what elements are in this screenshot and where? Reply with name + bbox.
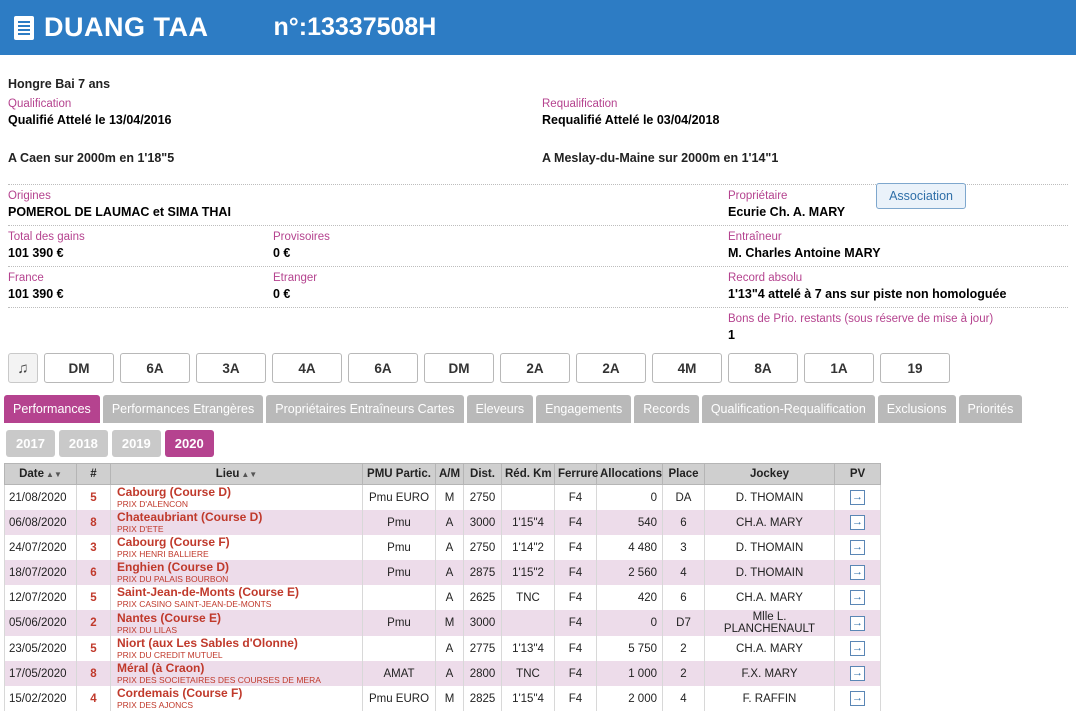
proprietaire-value: Ecurie Ch. A. MARY — [728, 204, 1068, 220]
music-item-11[interactable]: 19 — [880, 353, 950, 383]
pv-arrow-icon[interactable]: → — [850, 590, 865, 605]
qualification-detail: A Caen sur 2000m en 1'18"5 — [8, 150, 528, 166]
music-item-10[interactable]: 1A — [804, 353, 874, 383]
breed-age: Hongre Bai 7 ans — [8, 77, 1068, 91]
race-prix: PRIX DU LILAS — [117, 625, 359, 635]
cell-num: 3 — [77, 535, 111, 560]
year-2017[interactable]: 2017 — [6, 430, 55, 457]
requalification-detail: A Meslay-du-Maine sur 2000m en 1'14"1 — [542, 150, 1068, 166]
year-filter-bar — [0, 423, 1076, 463]
tab-priorites[interactable]: Priorités — [959, 395, 1023, 423]
music-item-6[interactable]: 2A — [500, 353, 570, 383]
cell-place: DA — [663, 485, 705, 511]
race-name: Enghien (Course D) — [117, 561, 359, 574]
cell-date: 06/08/2020 — [5, 510, 77, 535]
race-name: Niort (aux Les Sables d'Olonne) — [117, 637, 359, 650]
record-absolu-value: 1'13"4 attelé à 7 ans sur piste non homologuée — [728, 286, 1068, 302]
divider — [8, 225, 1068, 226]
cell-lieu[interactable] — [111, 636, 363, 661]
cell-place: 6 — [663, 585, 705, 610]
cell-place: 3 — [663, 535, 705, 560]
tab-engagements[interactable]: Engagements — [536, 395, 631, 423]
horse-info-panel — [0, 55, 1076, 343]
cell-alloc: 540 — [597, 510, 663, 535]
cell-jockey: CH.A. MARY — [705, 510, 835, 535]
race-name: Saint-Jean-de-Monts (Course E) — [117, 586, 359, 599]
cell-lieu[interactable] — [111, 585, 363, 610]
cell-alloc: 0 — [597, 485, 663, 511]
col-pv[interactable]: PV — [835, 464, 881, 485]
qualification-detail-row — [8, 150, 1068, 166]
cell-red: 1'15"4 — [502, 686, 555, 711]
cell-dist: 3000 — [464, 510, 502, 535]
col-place[interactable]: Place — [663, 464, 705, 485]
cell-jockey: D. THOMAIN — [705, 560, 835, 585]
sort-icon: ▲▼ — [46, 470, 62, 479]
cell-dist: 2875 — [464, 560, 502, 585]
cell-lieu[interactable] — [111, 485, 363, 511]
cell-jockey: CH.A. MARY — [705, 636, 835, 661]
music-item-1[interactable]: 6A — [120, 353, 190, 383]
bons-prio-value: 1 — [728, 327, 1068, 343]
cell-red: TNC — [502, 585, 555, 610]
cell-am: M — [436, 686, 464, 711]
cell-dist: 2750 — [464, 485, 502, 511]
cell-jockey: F.X. MARY — [705, 661, 835, 686]
tab-bar — [0, 389, 1076, 423]
table-row[interactable] — [5, 585, 881, 610]
cell-ferrure: F4 — [555, 686, 597, 711]
cell-pv[interactable] — [835, 585, 881, 610]
cell-pmu: Pmu — [363, 610, 436, 636]
tab-performances[interactable]: Performances — [4, 395, 100, 423]
race-name: Cabourg (Course D) — [117, 486, 359, 499]
table-row[interactable] — [5, 485, 881, 511]
table-row[interactable] — [5, 535, 881, 560]
col-dist[interactable]: Dist. — [464, 464, 502, 485]
entraineur-value: M. Charles Antoine MARY — [728, 245, 1068, 261]
cell-alloc: 1 000 — [597, 661, 663, 686]
col-allocations[interactable]: Allocations — [597, 464, 663, 485]
cell-jockey: Mlle L. PLANCHENAULT — [705, 610, 835, 636]
col-jockey[interactable]: Jockey — [705, 464, 835, 485]
cell-pmu: Pmu — [363, 510, 436, 535]
tab-exclusions[interactable]: Exclusions — [878, 395, 956, 423]
table-row[interactable] — [5, 686, 881, 711]
horse-number: n°:13337508H — [273, 13, 436, 42]
race-name: Cabourg (Course F) — [117, 536, 359, 549]
pv-arrow-icon[interactable]: → — [850, 540, 865, 555]
qualification-row — [8, 97, 1068, 128]
cell-ferrure: F4 — [555, 560, 597, 585]
cell-date: 18/07/2020 — [5, 560, 77, 585]
col-date-label: Date — [19, 468, 44, 480]
cell-dist: 2750 — [464, 535, 502, 560]
origines-proprietaire-row — [8, 189, 1068, 220]
music-item-2[interactable]: 3A — [196, 353, 266, 383]
pv-arrow-icon[interactable]: → — [850, 490, 865, 505]
tab-performances-etrangeres[interactable]: Performances Etrangères — [103, 395, 263, 423]
cell-lieu[interactable] — [111, 686, 363, 711]
cell-ferrure: F4 — [555, 510, 597, 535]
cell-pmu: Pmu — [363, 535, 436, 560]
france-label: France — [8, 271, 273, 286]
cell-dist: 2775 — [464, 636, 502, 661]
race-prix: PRIX DU CREDIT MUTUEL — [117, 650, 359, 660]
cell-pv[interactable] — [835, 560, 881, 585]
cell-place: 4 — [663, 560, 705, 585]
col-lieu-label: Lieu — [216, 468, 240, 480]
cell-pv[interactable] — [835, 636, 881, 661]
etranger-label: Etranger — [273, 271, 538, 286]
qualification-label: Qualification — [8, 97, 528, 112]
requalification-label: Requalification — [542, 97, 1068, 112]
cell-red: 1'13"4 — [502, 636, 555, 661]
cell-place: D7 — [663, 610, 705, 636]
france-record-row — [8, 271, 1068, 302]
cell-num: 4 — [77, 686, 111, 711]
race-name: Méral (à Craon) — [117, 662, 359, 675]
requalification-value: Requalifié Attelé le 03/04/2018 — [542, 112, 1068, 128]
cell-am: A — [436, 535, 464, 560]
bons-prio-row — [8, 312, 1068, 343]
col-lieu[interactable] — [111, 464, 363, 485]
cell-am: M — [436, 610, 464, 636]
divider — [8, 307, 1068, 308]
divider — [8, 266, 1068, 267]
cell-alloc: 2 000 — [597, 686, 663, 711]
cell-dist: 2625 — [464, 585, 502, 610]
table-row[interactable] — [5, 510, 881, 535]
cell-lieu[interactable] — [111, 510, 363, 535]
cell-pmu: Pmu EURO — [363, 485, 436, 511]
cell-pv[interactable] — [835, 686, 881, 711]
col-date[interactable] — [5, 464, 77, 485]
cell-place: 4 — [663, 686, 705, 711]
cell-pmu: AMAT — [363, 661, 436, 686]
cell-date: 23/05/2020 — [5, 636, 77, 661]
cell-alloc: 0 — [597, 610, 663, 636]
cell-am: M — [436, 485, 464, 511]
cell-pmu: Pmu EURO — [363, 686, 436, 711]
music-item-9[interactable]: 8A — [728, 353, 798, 383]
cell-lieu[interactable] — [111, 535, 363, 560]
cell-pv[interactable] — [835, 661, 881, 686]
cell-red: TNC — [502, 661, 555, 686]
cell-dist: 2825 — [464, 686, 502, 711]
cell-red: 1'15"2 — [502, 560, 555, 585]
table-row[interactable] — [5, 560, 881, 585]
col-num[interactable]: # — [77, 464, 111, 485]
cell-alloc: 5 750 — [597, 636, 663, 661]
table-body — [5, 485, 881, 711]
race-name: Chateaubriant (Course D) — [117, 511, 359, 524]
cell-ferrure: F4 — [555, 535, 597, 560]
cell-pv[interactable] — [835, 510, 881, 535]
origines-label: Origines — [8, 189, 528, 204]
cell-pmu — [363, 636, 436, 661]
pv-arrow-icon[interactable]: → — [850, 666, 865, 681]
sort-icon: ▲▼ — [241, 470, 257, 479]
pv-arrow-icon[interactable]: → — [850, 641, 865, 656]
cell-date: 05/06/2020 — [5, 610, 77, 636]
tab-records[interactable]: Records — [634, 395, 699, 423]
cell-date: 21/08/2020 — [5, 485, 77, 511]
cell-pmu — [363, 585, 436, 610]
tab-eleveurs[interactable]: Eleveurs — [467, 395, 534, 423]
col-red-km[interactable]: Réd. Km — [502, 464, 555, 485]
cell-ferrure: F4 — [555, 585, 597, 610]
page-header — [0, 0, 1076, 55]
bons-prio-label: Bons de Prio. restants (sous réserve de mise à jour) — [728, 312, 1068, 327]
cell-pv[interactable] — [835, 610, 881, 636]
pv-arrow-icon[interactable]: → — [850, 691, 865, 706]
pv-arrow-icon[interactable]: → — [850, 515, 865, 530]
page-title: DUANG TAA — [44, 12, 208, 43]
music-item-0[interactable]: DM — [44, 353, 114, 383]
cell-am: A — [436, 585, 464, 610]
col-ferrure[interactable]: Ferrure — [555, 464, 597, 485]
race-prix: PRIX D'ALENCON — [117, 499, 359, 509]
pv-arrow-icon[interactable]: → — [850, 565, 865, 580]
cell-date: 15/02/2020 — [5, 686, 77, 711]
cell-jockey: F. RAFFIN — [705, 686, 835, 711]
tab-qualification-requalification[interactable]: Qualification-Requalification — [702, 395, 875, 423]
cell-am: A — [436, 636, 464, 661]
cell-lieu[interactable] — [111, 610, 363, 636]
music-item-4[interactable]: 6A — [348, 353, 418, 383]
cell-place: 2 — [663, 661, 705, 686]
provisoires-value: 0 € — [273, 245, 538, 261]
association-button[interactable]: Association — [876, 183, 966, 209]
cell-jockey: CH.A. MARY — [705, 585, 835, 610]
table-row[interactable] — [5, 610, 881, 636]
cell-num: 8 — [77, 661, 111, 686]
cell-red — [502, 610, 555, 636]
cell-dist: 2800 — [464, 661, 502, 686]
proprietaire-label: Propriétaire — [728, 189, 1068, 204]
qualification-value: Qualifié Attelé le 13/04/2016 — [8, 112, 528, 128]
race-name: Cordemais (Course F) — [117, 687, 359, 700]
cell-ferrure: F4 — [555, 636, 597, 661]
music-item-8[interactable]: 4M — [652, 353, 722, 383]
col-am[interactable]: A/M — [436, 464, 464, 485]
cell-date: 12/07/2020 — [5, 585, 77, 610]
cell-alloc: 2 560 — [597, 560, 663, 585]
cell-num: 5 — [77, 636, 111, 661]
cell-num: 8 — [77, 510, 111, 535]
race-prix: PRIX D'ETE — [117, 524, 359, 534]
cell-jockey: D. THOMAIN — [705, 535, 835, 560]
cell-am: A — [436, 560, 464, 585]
cell-num: 2 — [77, 610, 111, 636]
tab-proprietaires-entraineurs-cartes[interactable]: Propriétaires Entraîneurs Cartes — [266, 395, 463, 423]
gains-entraineur-row — [8, 230, 1068, 261]
origines-value: POMEROL DE LAUMAC et SIMA THAI — [8, 204, 528, 220]
pv-arrow-icon[interactable]: → — [850, 616, 865, 631]
cell-pv[interactable] — [835, 535, 881, 560]
cell-place: 2 — [663, 636, 705, 661]
cell-num: 6 — [77, 560, 111, 585]
cell-alloc: 420 — [597, 585, 663, 610]
year-2018[interactable]: 2018 — [59, 430, 108, 457]
table-row[interactable] — [5, 661, 881, 686]
col-pmu-partic[interactable]: PMU Partic. — [363, 464, 436, 485]
total-gains-label: Total des gains — [8, 230, 273, 245]
document-icon — [14, 16, 34, 40]
table-row[interactable] — [5, 636, 881, 661]
cell-jockey: D. THOMAIN — [705, 485, 835, 511]
music-note-icon[interactable]: ♫ — [8, 353, 38, 383]
etranger-value: 0 € — [273, 286, 538, 302]
race-prix: PRIX DES SOCIETAIRES DES COURSES DE MERA — [117, 675, 359, 685]
total-gains-value: 101 390 € — [8, 245, 273, 261]
cell-dist: 3000 — [464, 610, 502, 636]
france-value: 101 390 € — [8, 286, 273, 302]
cell-am: A — [436, 510, 464, 535]
cell-red — [502, 485, 555, 511]
cell-pmu: Pmu — [363, 560, 436, 585]
race-name: Nantes (Course E) — [117, 612, 359, 625]
cell-pv[interactable] — [835, 485, 881, 511]
music-item-7[interactable]: 2A — [576, 353, 646, 383]
music-item-3[interactable]: 4A — [272, 353, 342, 383]
cell-ferrure: F4 — [555, 610, 597, 636]
year-2019[interactable]: 2019 — [112, 430, 161, 457]
entraineur-label: Entraîneur — [728, 230, 1068, 245]
race-prix: PRIX CASINO SAINT-JEAN-DE-MONTS — [117, 599, 359, 609]
music-bar — [0, 343, 1076, 389]
music-item-5[interactable]: DM — [424, 353, 494, 383]
race-prix: PRIX DES AJONCS — [117, 700, 359, 710]
cell-place: 6 — [663, 510, 705, 535]
table-header-row — [5, 464, 881, 485]
year-2020[interactable]: 2020 — [165, 430, 214, 457]
cell-lieu[interactable] — [111, 560, 363, 585]
performances-table — [4, 463, 881, 711]
provisoires-label: Provisoires — [273, 230, 538, 245]
cell-date: 17/05/2020 — [5, 661, 77, 686]
cell-num: 5 — [77, 485, 111, 511]
race-prix: PRIX DU PALAIS BOURBON — [117, 574, 359, 584]
cell-red: 1'15"4 — [502, 510, 555, 535]
record-absolu-label: Record absolu — [728, 271, 1068, 286]
cell-date: 24/07/2020 — [5, 535, 77, 560]
cell-ferrure: F4 — [555, 661, 597, 686]
cell-alloc: 4 480 — [597, 535, 663, 560]
cell-num: 5 — [77, 585, 111, 610]
cell-lieu[interactable] — [111, 661, 363, 686]
cell-am: A — [436, 661, 464, 686]
cell-ferrure: F4 — [555, 485, 597, 511]
race-prix: PRIX HENRI BALLIERE — [117, 549, 359, 559]
cell-red: 1'14"2 — [502, 535, 555, 560]
